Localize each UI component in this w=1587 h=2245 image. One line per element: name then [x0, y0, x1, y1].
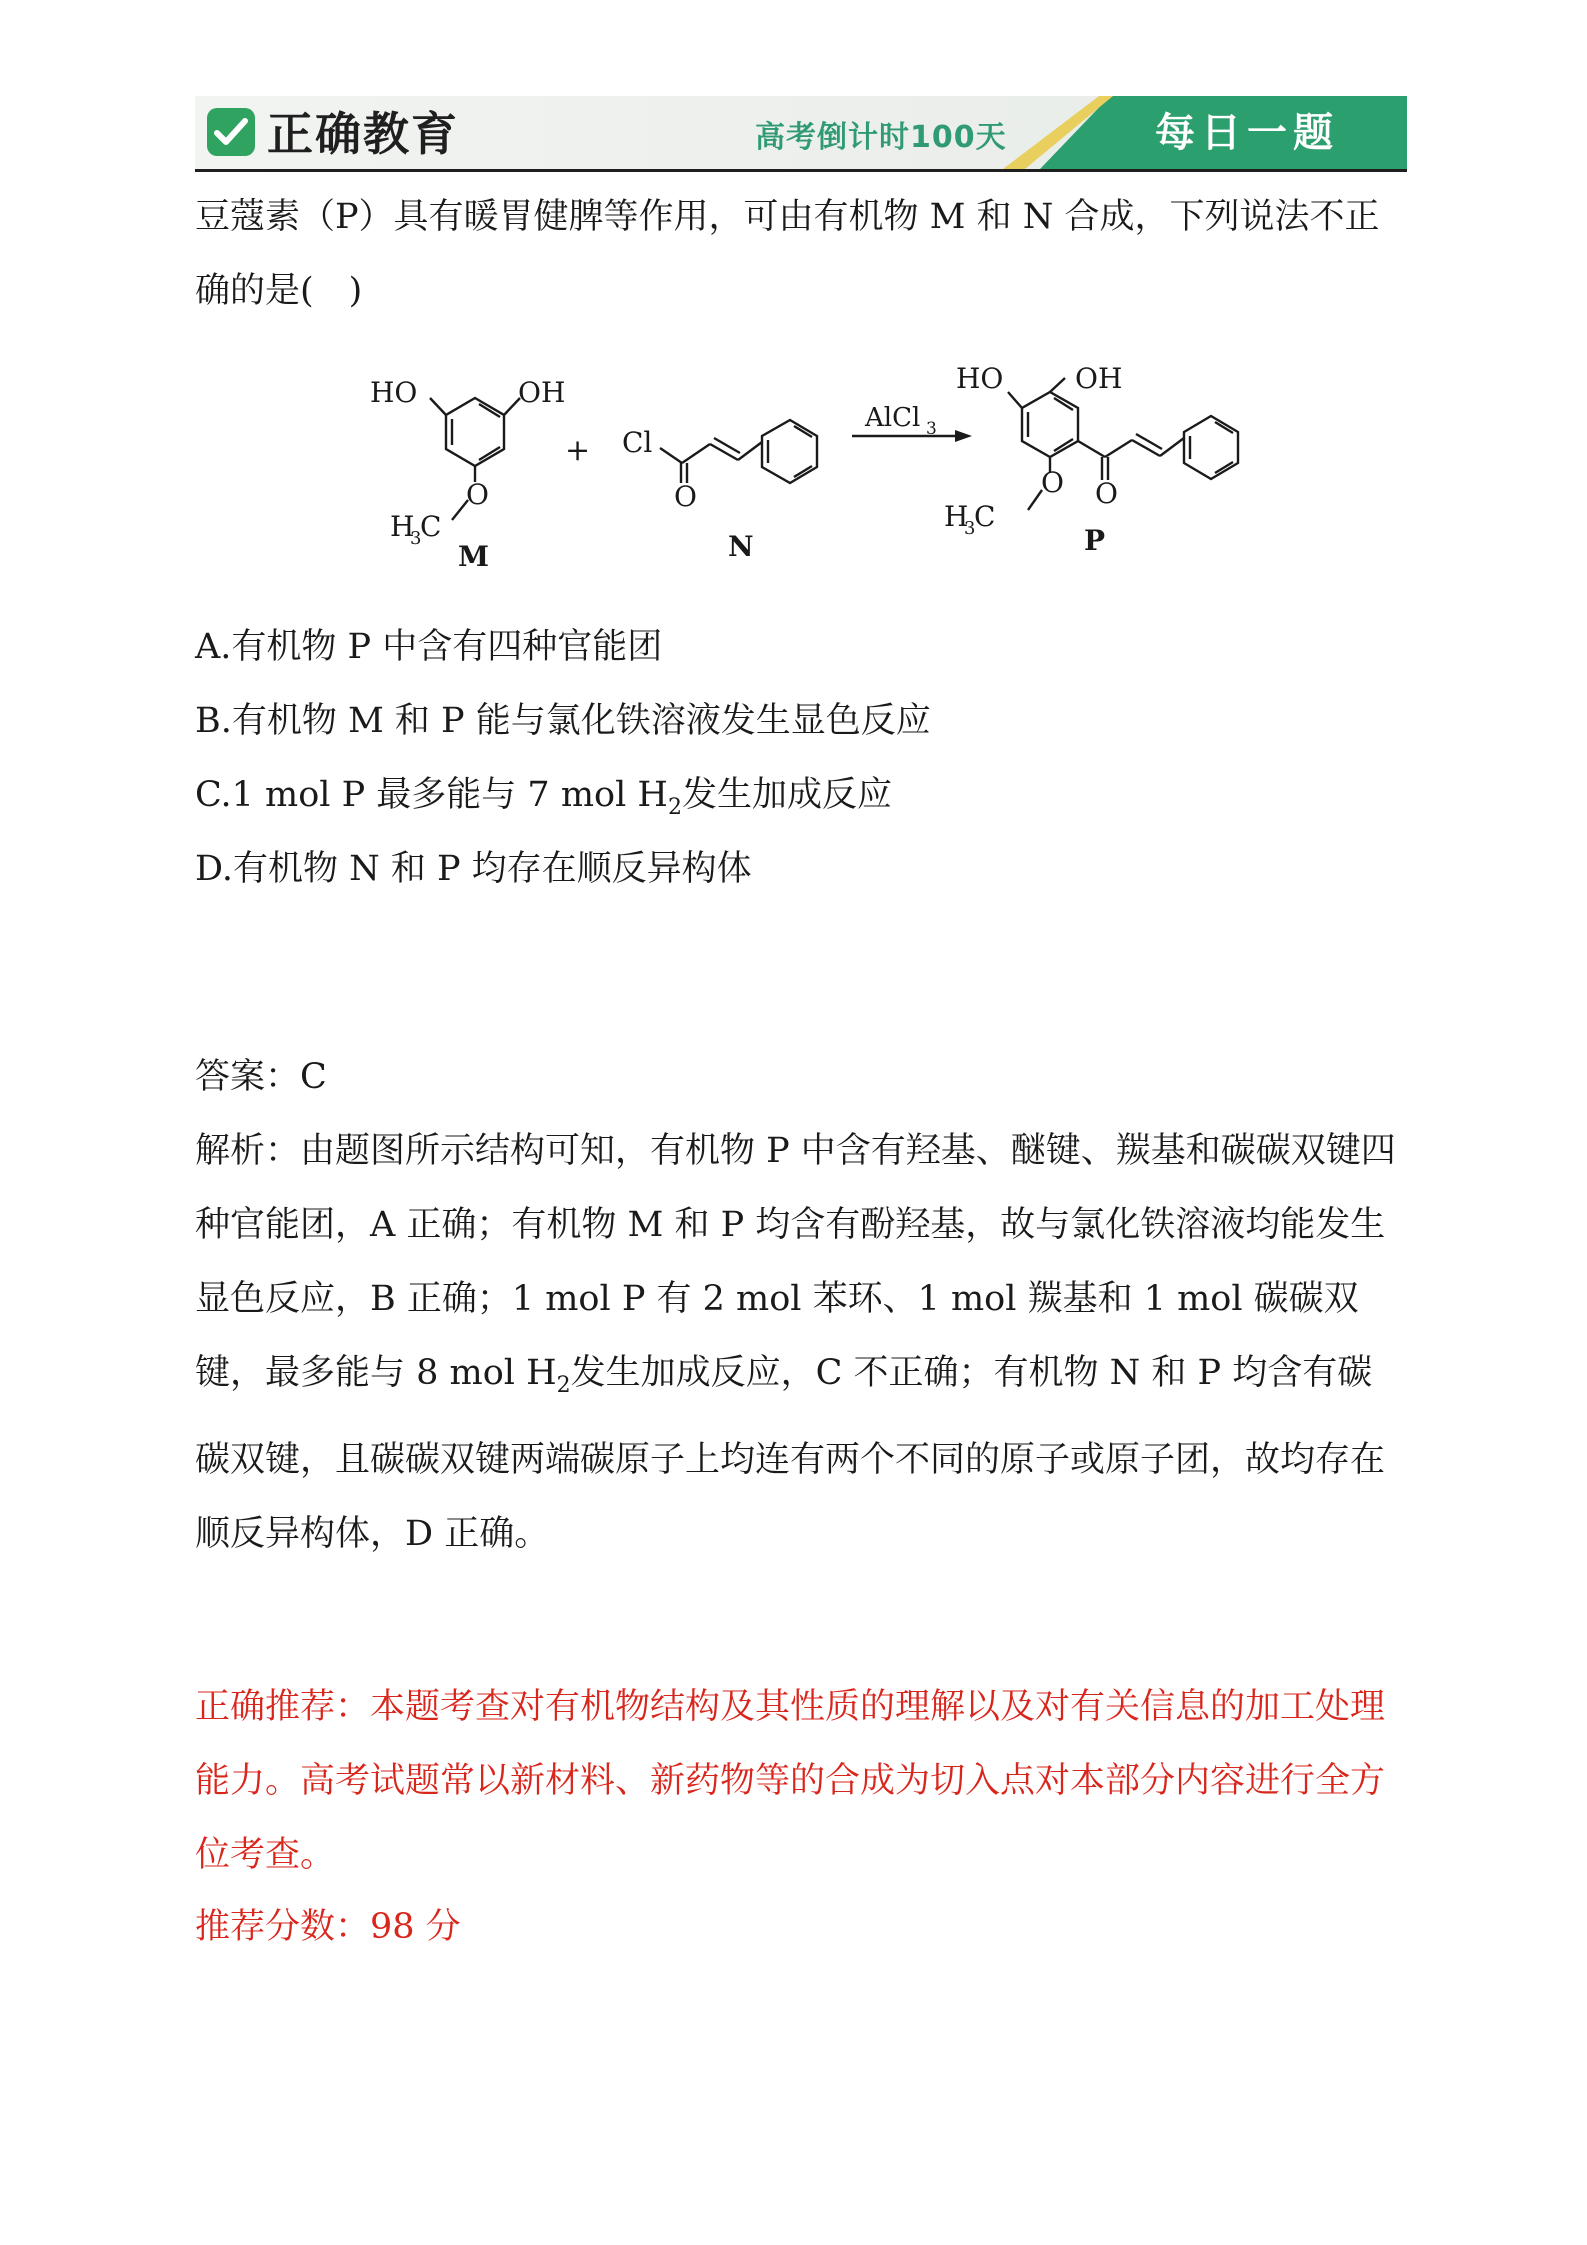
check-icon: [207, 108, 255, 156]
reaction-scheme: [360, 340, 1260, 580]
p-methyl-c-label: C: [974, 500, 996, 533]
m-oh-left-label: HO: [370, 376, 418, 409]
m-methyl-sub-label: 3: [410, 528, 422, 549]
analysis-h2-subscript: 2: [556, 1373, 571, 1398]
answer-options: [195, 610, 1407, 906]
header-divider: [195, 169, 1407, 172]
p-oh-right-label: OH: [1075, 362, 1123, 395]
countdown-text: 高考倒计时100天: [755, 120, 1007, 155]
m-ether-o-label: O: [466, 478, 489, 511]
m-oh-right-label: OH: [518, 376, 566, 409]
p-ether-o-label: O: [1041, 466, 1064, 499]
analysis-part-1: 解析：由题图所示结构可知，有机物 P 中含有羟基、醚键、羰基和碳碳双键四种官能团，A 正确；有机物 M 和 P 均含有酚羟基，故与氯化铁溶液均能发生显色反应，B 正确；1 mol P 有 2 mol 苯环、1 mol 羰基和 1 mol 碳碳双键，最多能与 8 mol H: [195, 1131, 1396, 1393]
compound-m-label: M: [458, 540, 489, 573]
reagent-sub-label: 3: [926, 419, 937, 439]
analysis-part-2: 发生加成反应，C 不正确；有机物 N 和 P 均含有碳碳双键，且碳碳双键两端碳原子上均连有两个不同的原子或原子团，故均存在顺反异构体，D 正确。: [195, 1353, 1386, 1554]
p-carbonyl-o-label: O: [1095, 477, 1118, 510]
m-methyl-c-label: C: [420, 510, 442, 543]
header-banner: [195, 96, 1407, 172]
option-d: D.有机物 N 和 P 均存在顺反异构体: [195, 849, 752, 889]
p-methyl-h-label: H: [944, 500, 969, 533]
option-a: A.有机物 P 中含有四种官能团: [195, 627, 663, 667]
n-carbonyl-o-label: O: [674, 480, 697, 513]
n-chlorine-label: Cl: [622, 426, 653, 459]
question-stem: 豆蔻素（P）具有暖胃健脾等作用，可由有机物 M 和 N 合成，下列说法不正确的是( ): [195, 197, 1380, 311]
recommendation-paragraph: 正确推荐：本题考查对有机物结构及其性质的理解以及对有关信息的加工处理能力。高考试题常以新材料、新药物等的合成为切入点对本部分内容进行全方位考查。: [195, 1687, 1386, 1875]
analysis-paragraph: [195, 1114, 1407, 1571]
p-oh-left-label: HO: [956, 362, 1004, 395]
compound-p-label: P: [1084, 524, 1106, 557]
daily-question-title: 每日一题: [1155, 110, 1339, 156]
answer-line: 答案：C: [195, 1057, 327, 1097]
option-c: [195, 758, 1407, 832]
reagent-label: AlCl: [865, 403, 921, 433]
option-c-prefix: C.1 mol P 最多能与 7 mol H: [195, 775, 668, 815]
brand-logo-text: 正确教育: [267, 107, 459, 161]
option-b: B.有机物 M 和 P 能与氯化铁溶液发生显色反应: [195, 701, 931, 741]
recommendation-score: 推荐分数：98 分: [195, 1907, 461, 1947]
option-c-subscript: 2: [667, 795, 682, 820]
option-c-suffix: 发生加成反应: [681, 775, 892, 815]
plus-sign: +: [565, 433, 591, 468]
p-methyl-sub-label: 3: [964, 518, 976, 539]
m-methyl-h-label: H: [390, 510, 415, 543]
compound-n-label: N: [728, 530, 754, 563]
